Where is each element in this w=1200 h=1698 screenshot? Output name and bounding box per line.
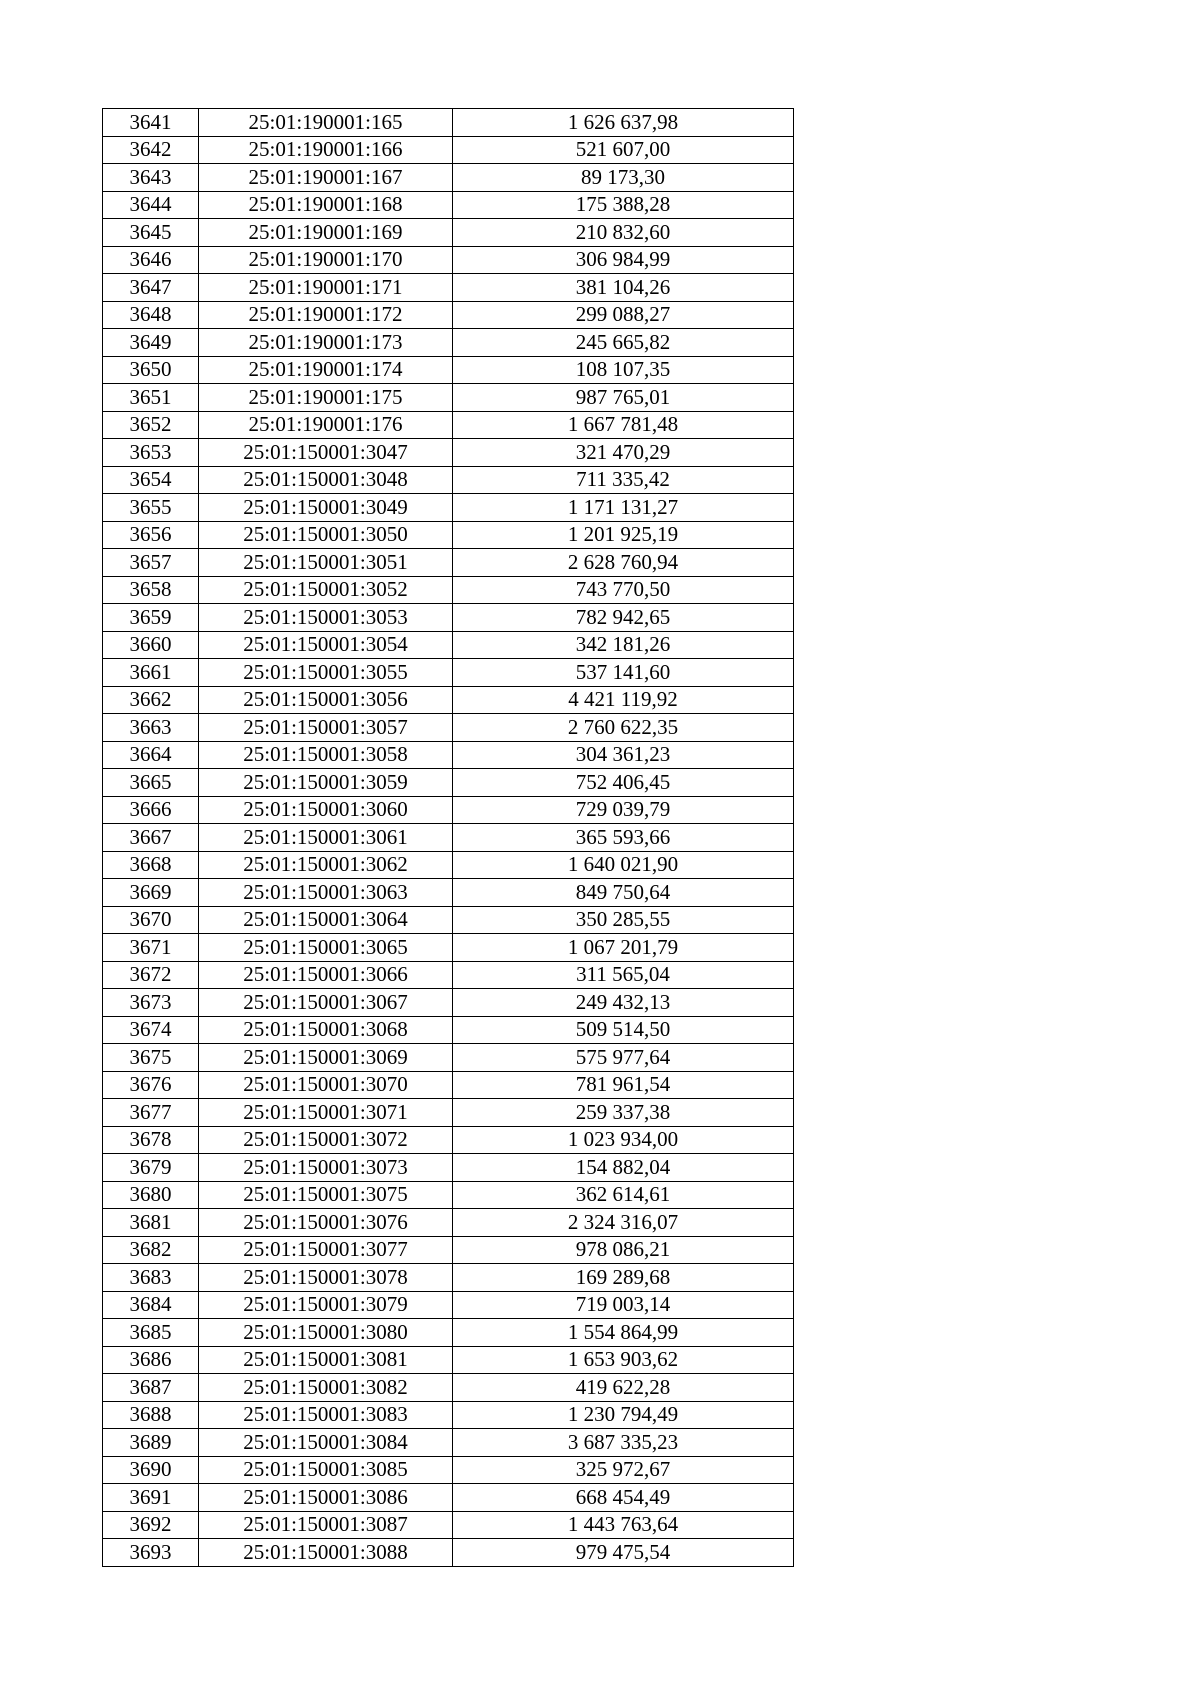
value-cell: 781 961,54	[453, 1071, 794, 1099]
table-row	[103, 191, 794, 219]
value-cell: 2 628 760,94	[453, 549, 794, 577]
table-row	[103, 301, 794, 329]
row-number-cell: 3658	[103, 576, 199, 604]
value-cell: 521 607,00	[453, 136, 794, 164]
cadastral-number-cell: 25:01:150001:3050	[199, 521, 453, 549]
value-cell: 175 388,28	[453, 191, 794, 219]
cadastral-number-cell: 25:01:150001:3077	[199, 1236, 453, 1264]
value-cell: 782 942,65	[453, 604, 794, 632]
table-row	[103, 329, 794, 357]
table-row	[103, 1126, 794, 1154]
value-cell: 89 173,30	[453, 164, 794, 192]
table-row	[103, 439, 794, 467]
cadastral-number-cell: 25:01:150001:3086	[199, 1484, 453, 1512]
value-cell: 1 554 864,99	[453, 1319, 794, 1347]
row-number-cell: 3654	[103, 466, 199, 494]
cadastral-number-cell: 25:01:150001:3071	[199, 1099, 453, 1127]
row-number-cell: 3644	[103, 191, 199, 219]
row-number-cell: 3670	[103, 906, 199, 934]
cadastral-number-cell: 25:01:150001:3075	[199, 1181, 453, 1209]
table-row	[103, 384, 794, 412]
table-row	[103, 274, 794, 302]
cadastral-number-cell: 25:01:150001:3051	[199, 549, 453, 577]
value-cell: 2 324 316,07	[453, 1209, 794, 1237]
table-row	[103, 659, 794, 687]
row-number-cell: 3684	[103, 1291, 199, 1319]
value-cell: 1 640 021,90	[453, 851, 794, 879]
row-number-cell: 3671	[103, 934, 199, 962]
value-cell: 1 443 763,64	[453, 1511, 794, 1539]
value-cell: 419 622,28	[453, 1374, 794, 1402]
cadastral-number-cell: 25:01:190001:166	[199, 136, 453, 164]
data-table	[102, 108, 794, 1567]
cadastral-number-cell: 25:01:150001:3066	[199, 961, 453, 989]
cadastral-number-cell: 25:01:190001:172	[199, 301, 453, 329]
value-cell: 362 614,61	[453, 1181, 794, 1209]
row-number-cell: 3663	[103, 714, 199, 742]
row-number-cell: 3683	[103, 1264, 199, 1292]
cadastral-number-cell: 25:01:150001:3058	[199, 741, 453, 769]
value-cell: 306 984,99	[453, 246, 794, 274]
cadastral-number-cell: 25:01:150001:3048	[199, 466, 453, 494]
cadastral-number-cell: 25:01:190001:171	[199, 274, 453, 302]
value-cell: 1 201 925,19	[453, 521, 794, 549]
table-row	[103, 549, 794, 577]
table-row	[103, 604, 794, 632]
cadastral-number-cell: 25:01:150001:3047	[199, 439, 453, 467]
value-cell: 321 470,29	[453, 439, 794, 467]
cadastral-number-cell: 25:01:150001:3054	[199, 631, 453, 659]
row-number-cell: 3660	[103, 631, 199, 659]
cadastral-number-cell: 25:01:150001:3087	[199, 1511, 453, 1539]
row-number-cell: 3668	[103, 851, 199, 879]
row-number-cell: 3656	[103, 521, 199, 549]
cadastral-number-cell: 25:01:150001:3056	[199, 686, 453, 714]
row-number-cell: 3662	[103, 686, 199, 714]
table-row	[103, 1456, 794, 1484]
cadastral-number-cell: 25:01:150001:3084	[199, 1429, 453, 1457]
row-number-cell: 3657	[103, 549, 199, 577]
value-cell: 743 770,50	[453, 576, 794, 604]
value-cell: 987 765,01	[453, 384, 794, 412]
cadastral-number-cell: 25:01:150001:3083	[199, 1401, 453, 1429]
row-number-cell: 3666	[103, 796, 199, 824]
table-row	[103, 1209, 794, 1237]
row-number-cell: 3673	[103, 989, 199, 1017]
table-row	[103, 521, 794, 549]
cadastral-number-cell: 25:01:150001:3059	[199, 769, 453, 797]
table-row	[103, 934, 794, 962]
value-cell: 1 667 781,48	[453, 411, 794, 439]
row-number-cell: 3651	[103, 384, 199, 412]
value-cell: 3 687 335,23	[453, 1429, 794, 1457]
value-cell: 668 454,49	[453, 1484, 794, 1512]
row-number-cell: 3691	[103, 1484, 199, 1512]
row-number-cell: 3690	[103, 1456, 199, 1484]
cadastral-number-cell: 25:01:150001:3068	[199, 1016, 453, 1044]
table-row	[103, 824, 794, 852]
table-row	[103, 879, 794, 907]
table-row	[103, 356, 794, 384]
value-cell: 711 335,42	[453, 466, 794, 494]
table-row	[103, 1401, 794, 1429]
value-cell: 304 361,23	[453, 741, 794, 769]
cadastral-number-cell: 25:01:150001:3078	[199, 1264, 453, 1292]
table-body	[103, 109, 794, 1567]
table-row	[103, 989, 794, 1017]
value-cell: 978 086,21	[453, 1236, 794, 1264]
row-number-cell: 3652	[103, 411, 199, 439]
value-cell: 342 181,26	[453, 631, 794, 659]
cadastral-number-cell: 25:01:150001:3076	[199, 1209, 453, 1237]
table-row	[103, 411, 794, 439]
value-cell: 365 593,66	[453, 824, 794, 852]
value-cell: 719 003,14	[453, 1291, 794, 1319]
value-cell: 537 141,60	[453, 659, 794, 687]
row-number-cell: 3669	[103, 879, 199, 907]
row-number-cell: 3649	[103, 329, 199, 357]
row-number-cell: 3645	[103, 219, 199, 247]
table-row	[103, 1484, 794, 1512]
row-number-cell: 3693	[103, 1539, 199, 1567]
cadastral-number-cell: 25:01:190001:170	[199, 246, 453, 274]
table-row	[103, 164, 794, 192]
row-number-cell: 3676	[103, 1071, 199, 1099]
table-row	[103, 796, 794, 824]
value-cell: 729 039,79	[453, 796, 794, 824]
table-row	[103, 136, 794, 164]
cadastral-number-cell: 25:01:190001:169	[199, 219, 453, 247]
table-row	[103, 1511, 794, 1539]
cadastral-number-cell: 25:01:150001:3085	[199, 1456, 453, 1484]
row-number-cell: 3646	[103, 246, 199, 274]
value-cell: 325 972,67	[453, 1456, 794, 1484]
cadastral-number-cell: 25:01:150001:3072	[199, 1126, 453, 1154]
table-row	[103, 1071, 794, 1099]
cadastral-number-cell: 25:01:190001:173	[199, 329, 453, 357]
cadastral-number-cell: 25:01:190001:174	[199, 356, 453, 384]
row-number-cell: 3642	[103, 136, 199, 164]
row-number-cell: 3648	[103, 301, 199, 329]
value-cell: 249 432,13	[453, 989, 794, 1017]
cadastral-number-cell: 25:01:190001:168	[199, 191, 453, 219]
table-row	[103, 1319, 794, 1347]
table-row	[103, 576, 794, 604]
row-number-cell: 3655	[103, 494, 199, 522]
cadastral-number-cell: 25:01:150001:3079	[199, 1291, 453, 1319]
value-cell: 1 067 201,79	[453, 934, 794, 962]
cadastral-number-cell: 25:01:150001:3053	[199, 604, 453, 632]
table-row	[103, 769, 794, 797]
table-row	[103, 1099, 794, 1127]
table-row	[103, 494, 794, 522]
table-row	[103, 1236, 794, 1264]
table-row	[103, 1181, 794, 1209]
row-number-cell: 3674	[103, 1016, 199, 1044]
value-cell: 1 023 934,00	[453, 1126, 794, 1154]
cadastral-number-cell: 25:01:150001:3049	[199, 494, 453, 522]
row-number-cell: 3688	[103, 1401, 199, 1429]
table-row	[103, 686, 794, 714]
value-cell: 1 626 637,98	[453, 109, 794, 137]
table-row	[103, 1291, 794, 1319]
value-cell: 509 514,50	[453, 1016, 794, 1044]
row-number-cell: 3675	[103, 1044, 199, 1072]
row-number-cell: 3659	[103, 604, 199, 632]
cadastral-number-cell: 25:01:190001:167	[199, 164, 453, 192]
row-number-cell: 3664	[103, 741, 199, 769]
table-row	[103, 466, 794, 494]
table-row	[103, 851, 794, 879]
table-row	[103, 1539, 794, 1567]
table-row	[103, 1264, 794, 1292]
row-number-cell: 3672	[103, 961, 199, 989]
table-row	[103, 1374, 794, 1402]
value-cell: 4 421 119,92	[453, 686, 794, 714]
table-row	[103, 109, 794, 137]
row-number-cell: 3679	[103, 1154, 199, 1182]
value-cell: 381 104,26	[453, 274, 794, 302]
value-cell: 210 832,60	[453, 219, 794, 247]
value-cell: 169 289,68	[453, 1264, 794, 1292]
value-cell: 1 230 794,49	[453, 1401, 794, 1429]
cadastral-number-cell: 25:01:150001:3057	[199, 714, 453, 742]
table-row	[103, 961, 794, 989]
cadastral-number-cell: 25:01:150001:3052	[199, 576, 453, 604]
row-number-cell: 3665	[103, 769, 199, 797]
cadastral-number-cell: 25:01:150001:3067	[199, 989, 453, 1017]
value-cell: 259 337,38	[453, 1099, 794, 1127]
cadastral-number-cell: 25:01:150001:3060	[199, 796, 453, 824]
row-number-cell: 3685	[103, 1319, 199, 1347]
table-row	[103, 741, 794, 769]
value-cell: 245 665,82	[453, 329, 794, 357]
cadastral-number-cell: 25:01:150001:3081	[199, 1346, 453, 1374]
row-number-cell: 3692	[103, 1511, 199, 1539]
cadastral-number-cell: 25:01:150001:3062	[199, 851, 453, 879]
cadastral-number-cell: 25:01:150001:3061	[199, 824, 453, 852]
row-number-cell: 3687	[103, 1374, 199, 1402]
row-number-cell: 3643	[103, 164, 199, 192]
value-cell: 299 088,27	[453, 301, 794, 329]
value-cell: 1 653 903,62	[453, 1346, 794, 1374]
cadastral-number-cell: 25:01:150001:3055	[199, 659, 453, 687]
cadastral-number-cell: 25:01:150001:3073	[199, 1154, 453, 1182]
row-number-cell: 3686	[103, 1346, 199, 1374]
value-cell: 1 171 131,27	[453, 494, 794, 522]
value-cell: 2 760 622,35	[453, 714, 794, 742]
value-cell: 575 977,64	[453, 1044, 794, 1072]
table-row	[103, 246, 794, 274]
cadastral-number-cell: 25:01:150001:3080	[199, 1319, 453, 1347]
cadastral-number-cell: 25:01:190001:165	[199, 109, 453, 137]
row-number-cell: 3682	[103, 1236, 199, 1264]
table-row	[103, 219, 794, 247]
row-number-cell: 3678	[103, 1126, 199, 1154]
cadastral-number-cell: 25:01:150001:3082	[199, 1374, 453, 1402]
table-row	[103, 1429, 794, 1457]
row-number-cell: 3661	[103, 659, 199, 687]
cadastral-number-cell: 25:01:150001:3064	[199, 906, 453, 934]
row-number-cell: 3677	[103, 1099, 199, 1127]
cadastral-number-cell: 25:01:190001:176	[199, 411, 453, 439]
table-row	[103, 1346, 794, 1374]
cadastral-number-cell: 25:01:150001:3069	[199, 1044, 453, 1072]
table-row	[103, 906, 794, 934]
value-cell: 350 285,55	[453, 906, 794, 934]
cadastral-number-cell: 25:01:150001:3063	[199, 879, 453, 907]
value-cell: 752 406,45	[453, 769, 794, 797]
table-row	[103, 1154, 794, 1182]
value-cell: 154 882,04	[453, 1154, 794, 1182]
table-row	[103, 1044, 794, 1072]
row-number-cell: 3681	[103, 1209, 199, 1237]
row-number-cell: 3653	[103, 439, 199, 467]
table-row	[103, 714, 794, 742]
value-cell: 311 565,04	[453, 961, 794, 989]
row-number-cell: 3689	[103, 1429, 199, 1457]
table-row	[103, 1016, 794, 1044]
row-number-cell: 3641	[103, 109, 199, 137]
cadastral-number-cell: 25:01:150001:3088	[199, 1539, 453, 1567]
row-number-cell: 3650	[103, 356, 199, 384]
value-cell: 108 107,35	[453, 356, 794, 384]
value-cell: 849 750,64	[453, 879, 794, 907]
row-number-cell: 3680	[103, 1181, 199, 1209]
cadastral-number-cell: 25:01:190001:175	[199, 384, 453, 412]
cadastral-number-cell: 25:01:150001:3070	[199, 1071, 453, 1099]
row-number-cell: 3647	[103, 274, 199, 302]
value-cell: 979 475,54	[453, 1539, 794, 1567]
row-number-cell: 3667	[103, 824, 199, 852]
cadastral-number-cell: 25:01:150001:3065	[199, 934, 453, 962]
table-row	[103, 631, 794, 659]
